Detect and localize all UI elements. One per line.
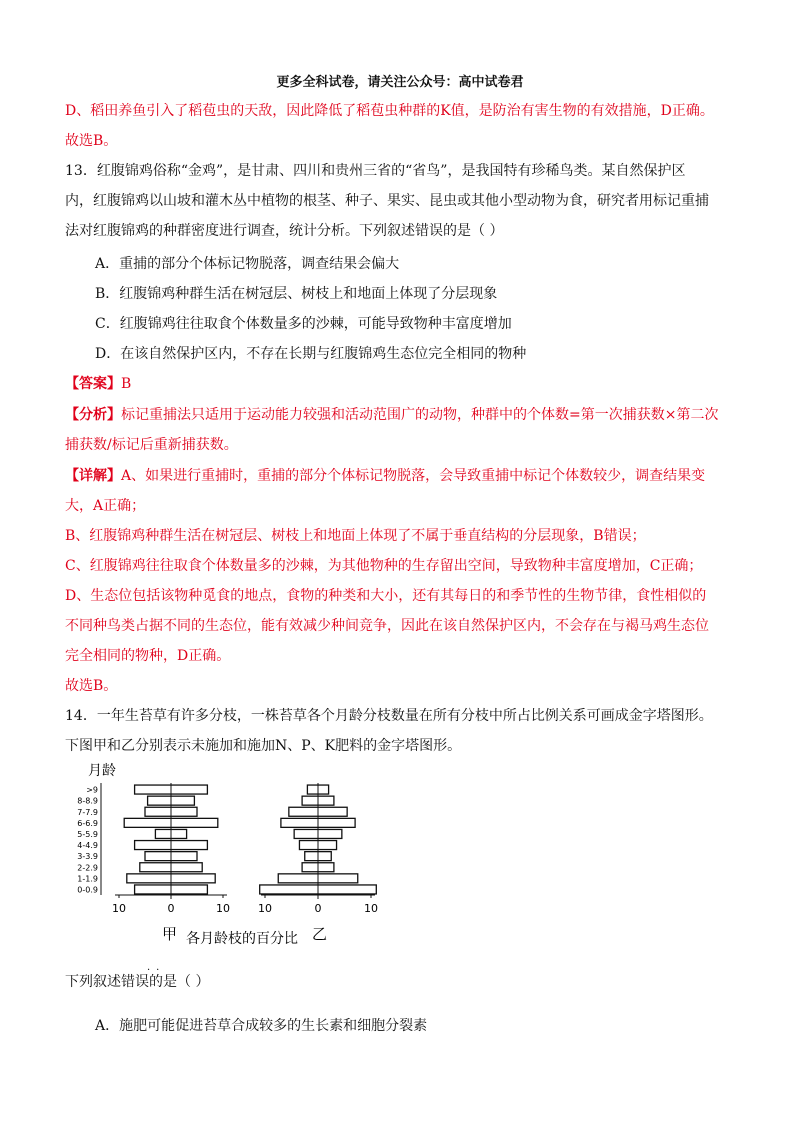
q14-stem-line-2: 下图甲和乙分别表示未施加和施加N、P、K肥料的金字塔图形。 [65, 738, 462, 754]
x-axis-label: 各月龄枝的百分比 [186, 931, 298, 947]
q13-detail-line-1 [65, 466, 705, 486]
pyramid-figure [60, 755, 400, 955]
q13-option-b: B．红腹锦鸡种群生活在树冠层、树枝上和地面上体现了分层现象 [95, 286, 498, 302]
q13-option-d: D．在该自然保护区内，不存在长期与红腹锦鸡生态位完全相同的物种 [95, 346, 527, 362]
x-tick-label: 10 [258, 902, 272, 915]
y-tick-label: 0-0.9 [77, 885, 98, 895]
page-header: 更多全科试卷，请关注公众号：高中试卷君 [276, 75, 524, 90]
y-tick-label: 3-3.9 [77, 852, 98, 862]
q14-stem-line-1: 14．一年生苔草有许多分枝，一株苔草各个月龄分枝数量在所有分枝中所占比例关系可画成金字塔图形。 [65, 708, 713, 724]
detail-tag: 【详解】 [65, 468, 121, 484]
emphasis-dots: ·· [147, 965, 166, 976]
answer-tag: 【答案】 [65, 376, 121, 392]
q13-detail-line-5: D、生态位包括该物种觅食的地点，食物的种类和大小，还有其每日的和季节性的生物节律，食性相似的 [65, 588, 707, 604]
q13-option-c: C．红腹锦鸡往往取食个体数量多的沙棘，可能导致物种丰富度增加 [95, 316, 512, 332]
prev-option-d-explanation: D、稻田养鱼引入了稻苞虫的天敌，因此降低了稻苞虫种群的K值，是防治有害生物的有效措施，D正确。 [65, 103, 714, 119]
y-tick-label: 7-7.9 [77, 807, 98, 817]
q13-stem-line-2: 内，红腹锦鸡以山坡和灌木丛中植物的根茎、种子、果实、昆虫或其他小型动物为食，研究者用标记重捕 [65, 193, 709, 209]
q13-detail-line-2: 大，A正确； [65, 498, 146, 514]
q13-detail-line-4: C、红腹锦鸡往往取食个体数量多的沙棘，为其他物种的生存留出空间，导致物种丰富度增加，C正确； [65, 558, 703, 574]
y-tick-label: 4-4.9 [77, 841, 98, 851]
q13-analysis-line-1 [65, 405, 718, 425]
y-axis-label: 月龄 [88, 763, 116, 779]
y-tick-label: 6-6.9 [77, 818, 98, 828]
detail-text: A、如果进行重捕时，重捕的部分个体标记物脱落，会导致重捕中标记个体数较少，调查结果变 [121, 468, 706, 484]
q13-analysis-line-2: 捕获数/标记后重新捕获数。 [65, 437, 238, 453]
y-tick-label: >9 [86, 785, 98, 795]
q13-detail-line-6: 不同种鸟类占据不同的生态位，能有效减少种间竞争，因此在该自然保护区内，不会存在与褐马鸡生态位 [65, 618, 709, 634]
answer-value: B [121, 376, 132, 392]
analysis-tag: 【分析】 [65, 407, 121, 423]
x-tick-label: 10 [364, 902, 378, 915]
q13-stem-line-3: 法对红腹锦鸡的种群密度进行调查，统计分析。下列叙述错误的是（ ） [65, 223, 504, 239]
y-tick-label: 5-5.9 [77, 829, 98, 839]
y-tick-label: 2-2.9 [77, 863, 98, 873]
x-tick-label: 10 [216, 902, 230, 915]
x-tick-label: 0 [167, 902, 175, 915]
analysis-text: 标记重捕法只适用于运动能力较强和活动范围广的动物，种群中的个体数=第一次捕获数×第二次 [121, 407, 719, 423]
y-tick-label: 8-8.9 [77, 796, 98, 806]
q13-detail-line-7: 完全相同的物种，D正确。 [65, 648, 231, 664]
q13-option-a: A．重捕的部分个体标记物脱落，调查结果会偏大 [95, 256, 400, 272]
x-tick-label: 10 [112, 902, 126, 915]
x-tick-label: 0 [314, 902, 322, 915]
prev-choose: 故选B。 [65, 133, 118, 149]
q13-answer [65, 374, 131, 394]
chart-a-name: 甲 [162, 925, 178, 943]
chart-b-name: 乙 [312, 925, 328, 943]
q13-detail-line-8: 故选B。 [65, 678, 118, 694]
y-tick-label: 1-1.9 [77, 874, 98, 884]
q14-option-a: A．施肥可能促进苔草合成较多的生长素和细胞分裂素 [95, 1018, 428, 1034]
q14-question: 下列叙述错误的是（ ） [65, 974, 210, 990]
q13-detail-line-3: B、红腹锦鸡种群生活在树冠层、树枝上和地面上体现了不属于垂直结构的分层现象，B错误； [65, 528, 646, 544]
q13-stem-line-1: 13．红腹锦鸡俗称“金鸡”，是甘肃、四川和贵州三省的“省鸟”，是我国特有珍稀鸟类。某自然保护区 [65, 163, 686, 179]
